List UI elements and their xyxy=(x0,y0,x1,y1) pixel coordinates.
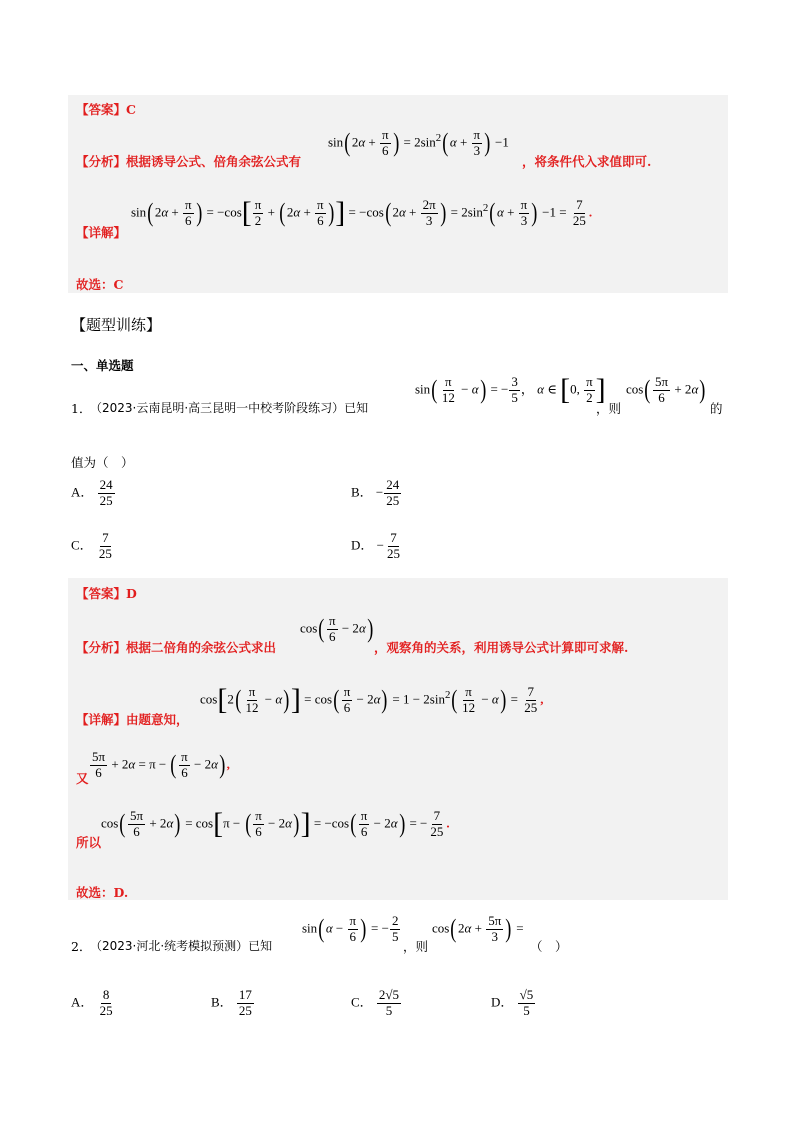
option-denominator: 25 xyxy=(98,545,112,561)
suoyi-label: 所以 xyxy=(76,835,102,850)
q2-option-b[interactable] xyxy=(211,988,255,1019)
q1-option-c[interactable] xyxy=(71,531,115,562)
option-label: B． xyxy=(351,484,373,500)
q2-given-formula: sin(α − $\frac{\pi}{6}$ ) = − $\frac{2}{5}$ xyxy=(302,913,399,944)
q1-source: （2023·云南昆明·高三昆明一中校考阶段练习）已知 xyxy=(90,401,369,415)
option-denominator: 25 xyxy=(386,545,400,561)
q2-target-formula: cos(2α + $\frac{5\pi}{3}$ ) = xyxy=(432,913,524,944)
choice-2: 故选：D. xyxy=(76,885,129,900)
q2-option-d[interactable] xyxy=(491,988,536,1019)
option-sign: − xyxy=(375,484,384,500)
q2-option-c[interactable] xyxy=(351,988,402,1019)
detail-label-2: 【详解】由题意知， xyxy=(76,712,189,727)
option-label: C． xyxy=(71,537,93,553)
option-numerator: 24 xyxy=(386,477,400,492)
option-denominator: 5 xyxy=(523,1002,530,1018)
q1-option-b[interactable] xyxy=(351,478,402,509)
option-label: B． xyxy=(211,994,233,1010)
option-numerator: 17 xyxy=(238,987,252,1002)
option-numerator: √5 xyxy=(519,987,534,1002)
q1-option-a[interactable] xyxy=(71,478,116,509)
analysis-tail-1: ，将条件代入求值即可. xyxy=(522,154,652,169)
detail-label-1: 【详解】 xyxy=(76,225,127,240)
option-denominator: 5 xyxy=(385,1002,393,1018)
formula-analysis-2: cos( $\frac{\pi}{6}$ − 2α) xyxy=(300,613,374,644)
formula-analysis-1: sin(2α + $\frac{\pi}{6}$ ) = $2\sin^2(\alpha$ + $\frac{\pi}{3}$ ) −1 xyxy=(328,127,509,158)
q1-line2: 值为（ ） xyxy=(71,455,134,470)
q1-option-d[interactable] xyxy=(351,531,403,562)
option-numerator: 24 xyxy=(99,477,113,492)
option-label: A． xyxy=(71,994,94,1010)
option-numerator: 2√5 xyxy=(378,987,400,1002)
q1-number: 1． xyxy=(71,401,92,416)
analysis-tail-2: ，观察角的关系，利用诱导公式计算即可求解. xyxy=(374,640,629,655)
option-denominator: 25 xyxy=(99,492,113,508)
q1-then: ，则 xyxy=(596,401,622,416)
option-label: A． xyxy=(71,484,94,500)
formula-detail-2: cos[2( $\frac{\pi}{12}$ − α)] = cos( $\frac{\pi}{6}$ − $2\alpha) = 1 - 2\sin^2$( $\frac{\pi}{12}$ − α) = $\frac{7}{25}$ , xyxy=(200,683,544,717)
q1-target-formula: cos( $\frac{5\pi}{6}$ + 2α) xyxy=(626,374,706,405)
choice-1: 故选：C xyxy=(76,277,124,292)
q2-number: 2． xyxy=(71,939,92,954)
section-title: 【题型训练】 xyxy=(71,316,162,334)
option-label: D． xyxy=(351,537,374,553)
solution-box-1 xyxy=(68,95,728,293)
option-numerator: 7 xyxy=(390,530,397,545)
option-sign: − xyxy=(376,537,384,553)
formula-detail-1: sin(2α + $\frac{\pi}{6}$ ) = −cos[ $\frac{\pi}{2}$ + (2α + $\frac{\pi}{6}$ )] = −cos(2α + $\frac{2\pi}{3}$ ) = $2\sin^2(\alpha$ + $\frac{\pi}{3}$ ) −1 = $\frac{7}{25}$ . xyxy=(131,196,593,230)
option-label: C． xyxy=(351,994,373,1010)
q1-sep-1: ， xyxy=(520,381,534,397)
analysis-label-1: 【分析】根据诱导公式、倍角余弦公式有 xyxy=(76,154,302,169)
formula-suoyi: cos( $\frac{5\pi}{6}$ + 2α) = cos[π − ( $\frac{\pi}{6}$ − 2α)] = −cos( $\frac{\pi}{6}$ − 2α) = − $\frac{7}{25}$ . xyxy=(101,807,450,841)
q1-tail: 的 xyxy=(710,401,723,416)
formula-you: $\frac{5\pi}{6}$ + 2α = π − ( $\frac{\pi}{6}$ − 2α), xyxy=(92,749,230,780)
option-numerator: 7 xyxy=(102,530,109,545)
answer-label-1: 【答案】C xyxy=(76,102,136,117)
q2-tail: （ ） xyxy=(530,939,568,954)
option-numerator: 8 xyxy=(102,987,110,1002)
option-label: D． xyxy=(491,994,514,1010)
answer-label-2: 【答案】D xyxy=(76,586,137,601)
q2-source: （2023·河北·统考模拟预测）已知 xyxy=(90,939,273,953)
q2-option-a[interactable] xyxy=(71,988,116,1019)
option-denominator: 25 xyxy=(238,1002,252,1018)
solution-box-2 xyxy=(68,578,728,900)
analysis-label-2: 【分析】根据二倍角的余弦公式求出 xyxy=(76,640,277,655)
q1-given-formula: sin( $\frac{\pi}{12}$ − α) = − $\frac{3}{5}$ ， α ∈ [0, $\frac{\pi}{2}$ ] xyxy=(415,373,606,407)
option-denominator: 25 xyxy=(99,1002,113,1018)
section-subtitle: 一、单选题 xyxy=(71,358,134,373)
option-denominator: 25 xyxy=(386,492,400,508)
q2-then: ，则 xyxy=(403,939,429,954)
you-label: 又 xyxy=(76,771,89,786)
